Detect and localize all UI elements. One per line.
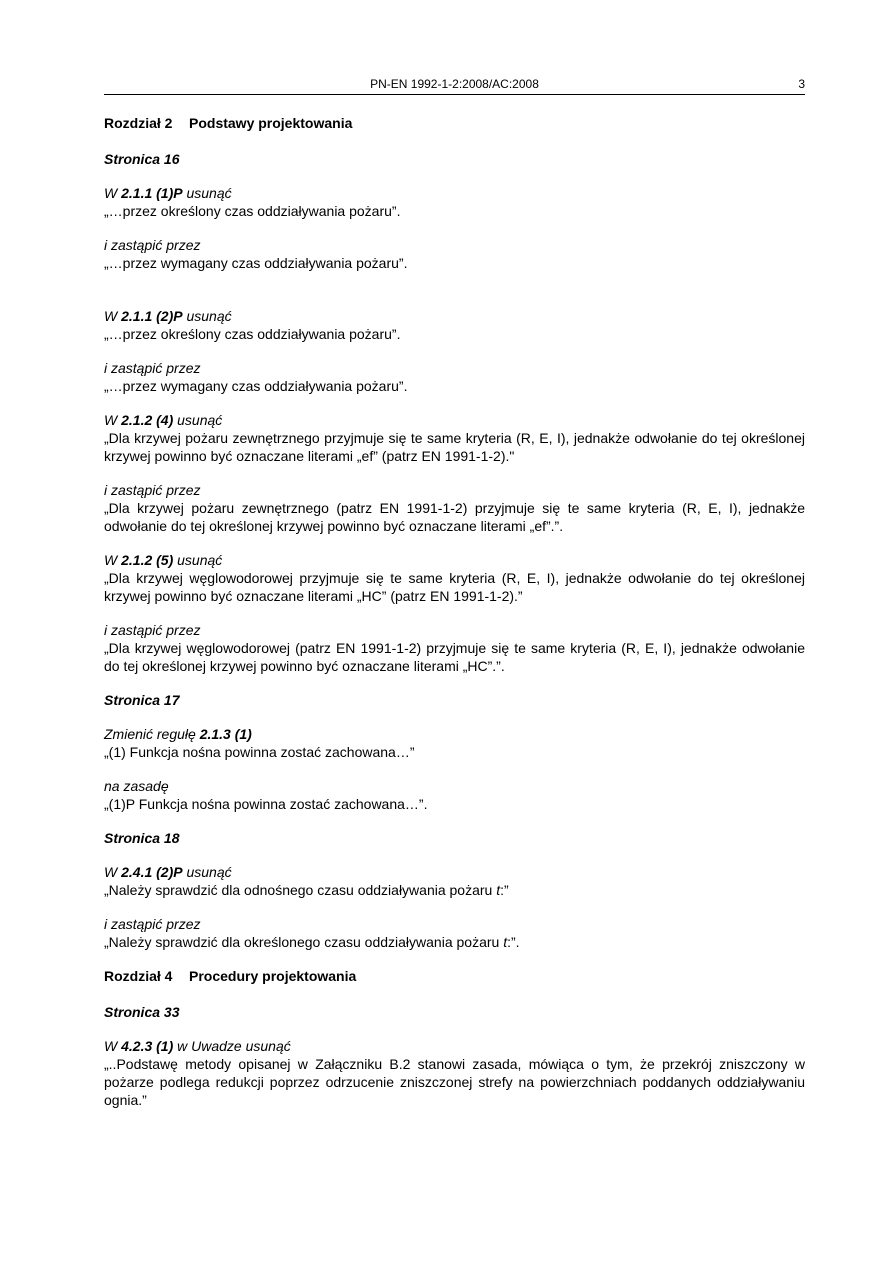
instruction: i zastąpić przez [104,916,201,932]
amendment-block [104,777,805,813]
amendment-block [104,725,805,761]
instruction: W 4.2.3 (1) w Uwadze usunąć [104,1038,291,1054]
instruction: W 2.1.2 (5) usunąć [104,552,223,568]
quoted-text: „Dla krzywej pożaru zewnętrznego przyjmuje się te same kryteria (R, E, I), jednakże odwołanie do tej określonej krzywej powinno być oznaczane literami „ef” (patrz EN 1991-1-2)." [104,430,805,464]
amendment-block [104,307,805,343]
amendment-block [104,915,805,951]
document-page [104,76,805,1125]
stronica-heading: Stronica 17 [104,692,180,708]
page-content [104,95,805,1109]
chapter-heading [104,114,805,132]
amendment-block [104,411,805,465]
amendment-block [104,184,805,220]
chapter-number: Rozdział 4 [104,968,173,984]
amendment-block [104,551,805,605]
quoted-text: „…przez wymagany czas oddziaływania pożaru”. [104,378,408,394]
quoted-text: „Należy sprawdzić dla określonego czasu oddziaływania pożaru t:”. [104,934,520,950]
quoted-text: „Dla krzywej węglowodorowej (patrz EN 1991-1-2) przyjmuje się te same kryteria (R, E, I), jednakże odwołanie do tej określonej krzywej powinno być oznaczane literami „HC”.”. [104,640,805,674]
amendment-block [104,863,805,899]
stronica-heading: Stronica 16 [104,151,180,167]
instruction: i zastąpić przez [104,622,201,638]
instruction: i zastąpić przez [104,482,201,498]
chapter-number: Rozdział 2 [104,115,173,131]
instruction: W 2.1.1 (2)P usunąć [104,308,232,324]
amendment-block [104,621,805,675]
instruction: W 2.4.1 (2)P usunąć [104,864,232,880]
instruction: i zastąpić przez [104,237,201,253]
instruction: W 2.1.2 (4) usunąć [104,412,223,428]
quoted-text: „Należy sprawdzić dla odnośnego czasu oddziaływania pożaru t:” [104,882,509,898]
quoted-text: „Dla krzywej pożaru zewnętrznego (patrz EN 1991-1-2) przyjmuje się te same kryteria (R, E, I), jednakże odwołanie do tej określonej krzywej powinno być oznaczane literami „ef”.”. [104,500,805,534]
chapter-heading [104,967,805,985]
header-title: PN-EN 1992-1-2:2008/AC:2008 [370,77,539,91]
instruction: na zasadę [104,778,169,794]
amendment-block [104,481,805,535]
amendment-block [104,236,805,272]
page-number: 3 [798,77,805,91]
chapter-title: Procedury projektowania [189,968,357,984]
amendment-block [104,1037,805,1109]
stronica-heading: Stronica 33 [104,1004,180,1020]
quoted-text: „Dla krzywej węglowodorowej przyjmuje się te same kryteria (R, E, I), jednakże odwołanie do tej określonej krzywej powinno być oznaczane literami „HC” (patrz EN 1991-1-2).” [104,570,805,604]
instruction: i zastąpić przez [104,360,201,376]
quoted-text: „(1) Funkcja nośna powinna zostać zachowana…” [104,744,415,760]
page-header [104,76,805,95]
instruction: Zmienić regułę 2.1.3 (1) [104,726,252,742]
stronica-heading: Stronica 18 [104,830,180,846]
quoted-text: „…przez określony czas oddziaływania pożaru”. [104,203,401,219]
chapter-title: Podstawy projektowania [189,115,353,131]
quoted-text: „(1)P Funkcja nośna powinna zostać zachowana…”. [104,796,428,812]
quoted-text: „…przez wymagany czas oddziaływania pożaru”. [104,255,408,271]
instruction: W 2.1.1 (1)P usunąć [104,185,232,201]
amendment-block [104,359,805,395]
quoted-text: „…przez określony czas oddziaływania pożaru”. [104,326,401,342]
quoted-text: „..Podstawę metody opisanej w Załączniku B.2 stanowi zasada, mówiąca o tym, że przekrój zniszczony w pożarze podlega redukcji poprzez odrzucenie zniszczonej strefy na powierzchniach poddanych oddziaływaniu ognia.” [104,1056,805,1108]
